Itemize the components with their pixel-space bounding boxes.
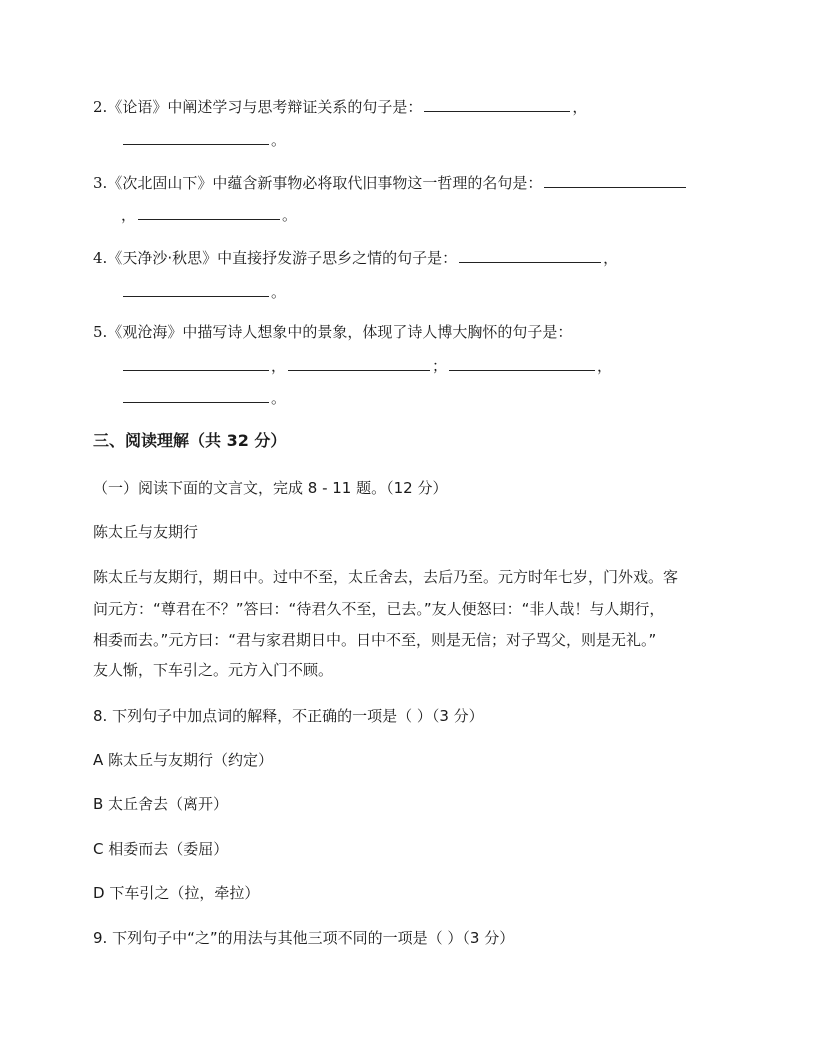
punctuation: 。 (282, 206, 298, 224)
option-b[interactable]: B 太丘舍去（离开） (93, 795, 229, 813)
question-number: 2. (93, 98, 108, 116)
passage-title: 陈太丘与友期行 (93, 523, 199, 541)
punctuation: ， (572, 98, 588, 116)
question-number: 5. (93, 323, 108, 341)
punctuation: ， (603, 249, 619, 267)
question-number: 3. (93, 174, 108, 192)
option-d[interactable]: D 下车引之（拉，牵拉） (93, 884, 260, 902)
answer-blank[interactable] (449, 355, 595, 371)
question-3 (0, 172, 816, 194)
question-5-line3 (0, 387, 816, 409)
passage-line: 问元方：“尊君在不？”答曰：“待君久不至，已去。”友人便怒曰：“非人哉！与人期行， (93, 600, 665, 618)
answer-blank[interactable] (138, 204, 280, 220)
answer-blank[interactable] (424, 96, 570, 112)
question-2 (0, 96, 816, 118)
punctuation: ， (121, 206, 137, 224)
question-5 (0, 321, 816, 343)
question-4-line2 (0, 281, 816, 303)
answer-blank[interactable] (123, 129, 269, 145)
question-5-line2 (0, 355, 816, 377)
question-text: 《天净沙·秋思》中直接抒发游子思乡之情的句子是： (107, 249, 458, 267)
answer-blank[interactable] (544, 172, 686, 188)
punctuation: ， (271, 357, 287, 375)
question-text: 《次北固山下》中蕴含新事物必将取代旧事物这一哲理的名句是： (107, 174, 543, 192)
option-c[interactable]: C 相委而去（委屈） (93, 840, 229, 858)
question-text: 《观沧海》中描写诗人想象中的景象，体现了诗人博大胸怀的句子是： (107, 323, 573, 341)
question-3-line2 (0, 204, 816, 226)
answer-blank[interactable] (123, 281, 269, 297)
question-4 (0, 247, 816, 269)
section-heading: 三、阅读理解（共 32 分） (93, 431, 287, 450)
question-8-stem: 8. 下列句子中加点词的解释，不正确的一项是（ ）（3 分） (93, 707, 484, 725)
punctuation: 。 (271, 131, 287, 149)
question-number: 4. (93, 249, 108, 267)
part-intro: （一）阅读下面的文言文，完成 8 - 11 题。（12 分） (93, 479, 448, 497)
passage-line: 陈太丘与友期行，期日中。过中不至，太丘舍去，去后乃至。元方时年七岁，门外戏。客 (93, 568, 679, 586)
question-9-stem: 9. 下列句子中“之”的用法与其他三项不同的一项是（ ）（3 分） (93, 929, 515, 947)
answer-blank[interactable] (123, 355, 269, 371)
answer-blank[interactable] (459, 247, 601, 263)
punctuation: 。 (271, 389, 287, 407)
option-a[interactable]: A 陈太丘与友期行（约定） (93, 751, 274, 769)
answer-blank[interactable] (288, 355, 430, 371)
answer-blank[interactable] (123, 387, 269, 403)
punctuation: ， (597, 357, 613, 375)
passage-line: 友人惭，下车引之。元方入门不顾。 (93, 661, 334, 679)
question-text: 《论语》中阐述学习与思考辩证关系的句子是： (107, 98, 423, 116)
question-2-line2 (0, 129, 816, 151)
passage-line: 相委而去。”元方曰：“君与家君期日中。日中不至，则是无信；对子骂父，则是无礼。” (93, 631, 657, 649)
punctuation: 。 (271, 283, 287, 301)
punctuation: ； (432, 357, 448, 375)
